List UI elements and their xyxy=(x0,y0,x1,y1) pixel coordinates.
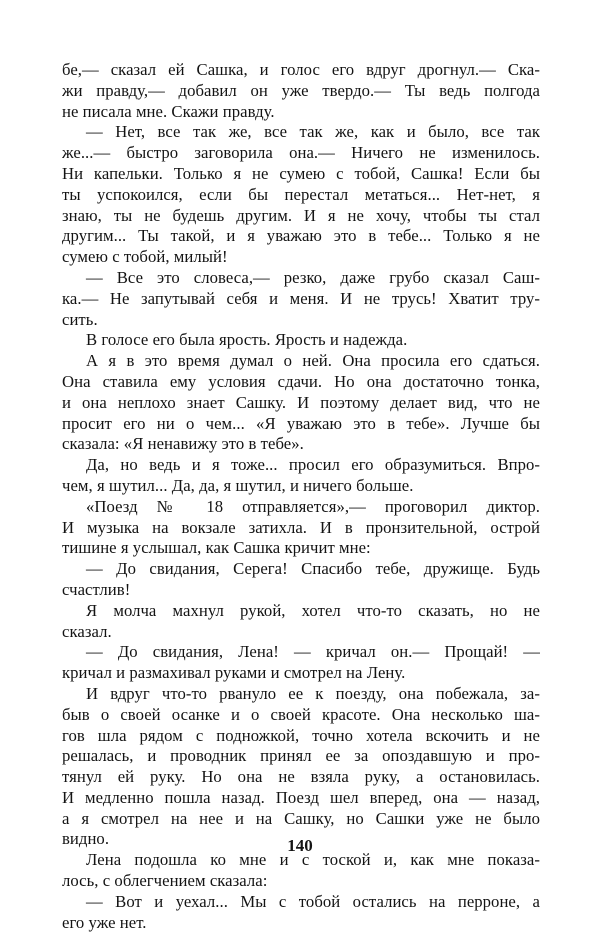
text-line-content: видно. xyxy=(62,829,110,849)
text-line-content: быв о своей осанке и о своей красоте. Она несколько ша- xyxy=(62,704,540,724)
text-line xyxy=(62,164,540,185)
text-line-content: и она неплохо знает Сашку. И поэтому делает вид, что не xyxy=(62,392,540,412)
text-line xyxy=(62,206,540,227)
text-line-content: его уже нет. xyxy=(62,912,147,932)
text-line xyxy=(62,559,540,580)
text-line-content: чем, я шутил... Да, да, я шутил, и ничего больше. xyxy=(62,475,414,495)
text-line-content: Лена подошла ко мне и с тоской и, как мне показа- xyxy=(86,850,540,870)
text-line xyxy=(62,226,540,247)
text-line-content: — До свидания, Серега! Спасибо тебе, дружище. Будь xyxy=(86,559,540,579)
text-line xyxy=(62,268,540,289)
text-line-content: — Нет, все так же, все так же, как и было, все так xyxy=(86,122,540,142)
text-line xyxy=(62,580,540,601)
text-line-content: решалась, и проводник принял ее за опоздавшую и про- xyxy=(62,746,540,766)
text-line xyxy=(62,143,540,164)
text-line-content: сумею с тобой, милый! xyxy=(62,247,228,267)
text-line xyxy=(62,102,540,123)
text-line-content: ты успокоился, если бы перестал метаться... Нет-нет, я xyxy=(62,184,540,204)
text-line xyxy=(62,642,540,663)
text-line-content: сказал. xyxy=(62,621,112,641)
text-line xyxy=(62,788,540,809)
text-line xyxy=(62,726,540,747)
text-line xyxy=(62,705,540,726)
text-line xyxy=(62,414,540,435)
text-line-content: жи правду,— добавил он уже твердо.— Ты ведь полгода xyxy=(62,80,540,100)
text-line xyxy=(62,289,540,310)
text-line xyxy=(62,476,540,497)
text-line xyxy=(62,310,540,331)
text-line-content: тишине я услышал, как Сашка кричит мне: xyxy=(62,538,371,558)
text-line-content: Она ставила ему условия сдачи. Но она достаточно тонка, xyxy=(62,371,540,391)
text-line xyxy=(62,746,540,767)
text-line xyxy=(62,663,540,684)
text-line xyxy=(62,601,540,622)
text-line xyxy=(62,247,540,268)
text-line xyxy=(62,871,540,892)
text-line xyxy=(62,622,540,643)
text-line-content: кричал и размахивал руками и смотрел на Лену. xyxy=(62,663,406,683)
text-line-content: бе,— сказал ей Сашка, и голос его вдруг дрогнул.— Ска- xyxy=(62,60,540,79)
text-line-content: — Все это словеса,— резко, даже грубо сказал Саш- xyxy=(86,267,540,287)
text-line xyxy=(62,455,540,476)
text-line xyxy=(62,372,540,393)
text-line-content: В голосе его была ярость. Ярость и надежда. xyxy=(86,330,408,350)
text-line-content: «Поезд № 18 отправляется»,— проговорил диктор. xyxy=(86,496,540,516)
text-line xyxy=(62,892,540,913)
text-line-content: ка.— Не запутывай себя и меня. И не трусь! Хватит тру- xyxy=(62,288,540,308)
text-line xyxy=(62,497,540,518)
text-line xyxy=(62,809,540,830)
text-line-content: И музыка на вокзале затихла. И в пронзительной, острой xyxy=(62,517,540,537)
text-line-content: сить. xyxy=(62,309,98,329)
text-line xyxy=(62,538,540,559)
body-text xyxy=(62,60,540,933)
text-line-content: счастлив! xyxy=(62,579,131,599)
text-line-content: же...— быстро заговорила она.— Ничего не изменилось. xyxy=(62,143,540,163)
text-line-content: Да, но ведь и я тоже... просил его образумиться. Впро- xyxy=(86,455,540,475)
text-line-content: а я смотрел на нее и на Сашку, но Сашки уже не было xyxy=(62,808,540,828)
text-line xyxy=(62,434,540,455)
text-line-content: Я молча махнул рукой, хотел что-то сказать, но не xyxy=(86,600,540,620)
text-line-content: И медленно пошла назад. Поезд шел вперед, она — назад, xyxy=(62,787,540,807)
text-line xyxy=(62,767,540,788)
page-number: 140 xyxy=(287,836,313,855)
text-line xyxy=(62,393,540,414)
text-line-content: — До свидания, Лена! — кричал он.— Прощай! — xyxy=(86,642,540,662)
text-line xyxy=(62,330,540,351)
text-line xyxy=(62,122,540,143)
text-line-content: Ни капельки. Только я не сумею с тобой, Сашка! Если бы xyxy=(62,163,540,183)
text-line-content: лось, с облегчением сказала: xyxy=(62,871,268,891)
text-line-content: — Вот и уехал... Мы с тобой остались на перроне, а xyxy=(86,891,540,911)
text-line xyxy=(62,351,540,372)
text-line xyxy=(62,60,540,81)
text-line xyxy=(62,684,540,705)
text-line xyxy=(62,185,540,206)
text-line xyxy=(62,913,540,934)
text-line-content: другим... Ты такой, и я уважаю это в тебе... Только я не xyxy=(62,226,540,246)
text-line-content: гов шла рядом с подножкой, точно хотела вскочить и не xyxy=(62,725,540,745)
text-line xyxy=(62,518,540,539)
text-line xyxy=(62,81,540,102)
text-line-content: знаю, ты не будешь другим. И я не хочу, чтобы ты стал xyxy=(62,205,540,225)
text-line-content: А я в это время думал о ней. Она просила его сдаться. xyxy=(86,351,540,371)
text-line-content: сказала: «Я ненавижу это в тебе». xyxy=(62,434,304,454)
text-line-content: И вдруг что-то рвануло ее к поезду, она побежала, за- xyxy=(86,683,540,703)
text-line-content: тянул ей руку. Но она не взяла руку, а остановилась. xyxy=(62,767,540,787)
text-line-content: не писала мне. Скажи правду. xyxy=(62,101,275,121)
text-line-content: просит его ни о чем... «Я уважаю это в тебе». Лучше бы xyxy=(62,413,540,433)
